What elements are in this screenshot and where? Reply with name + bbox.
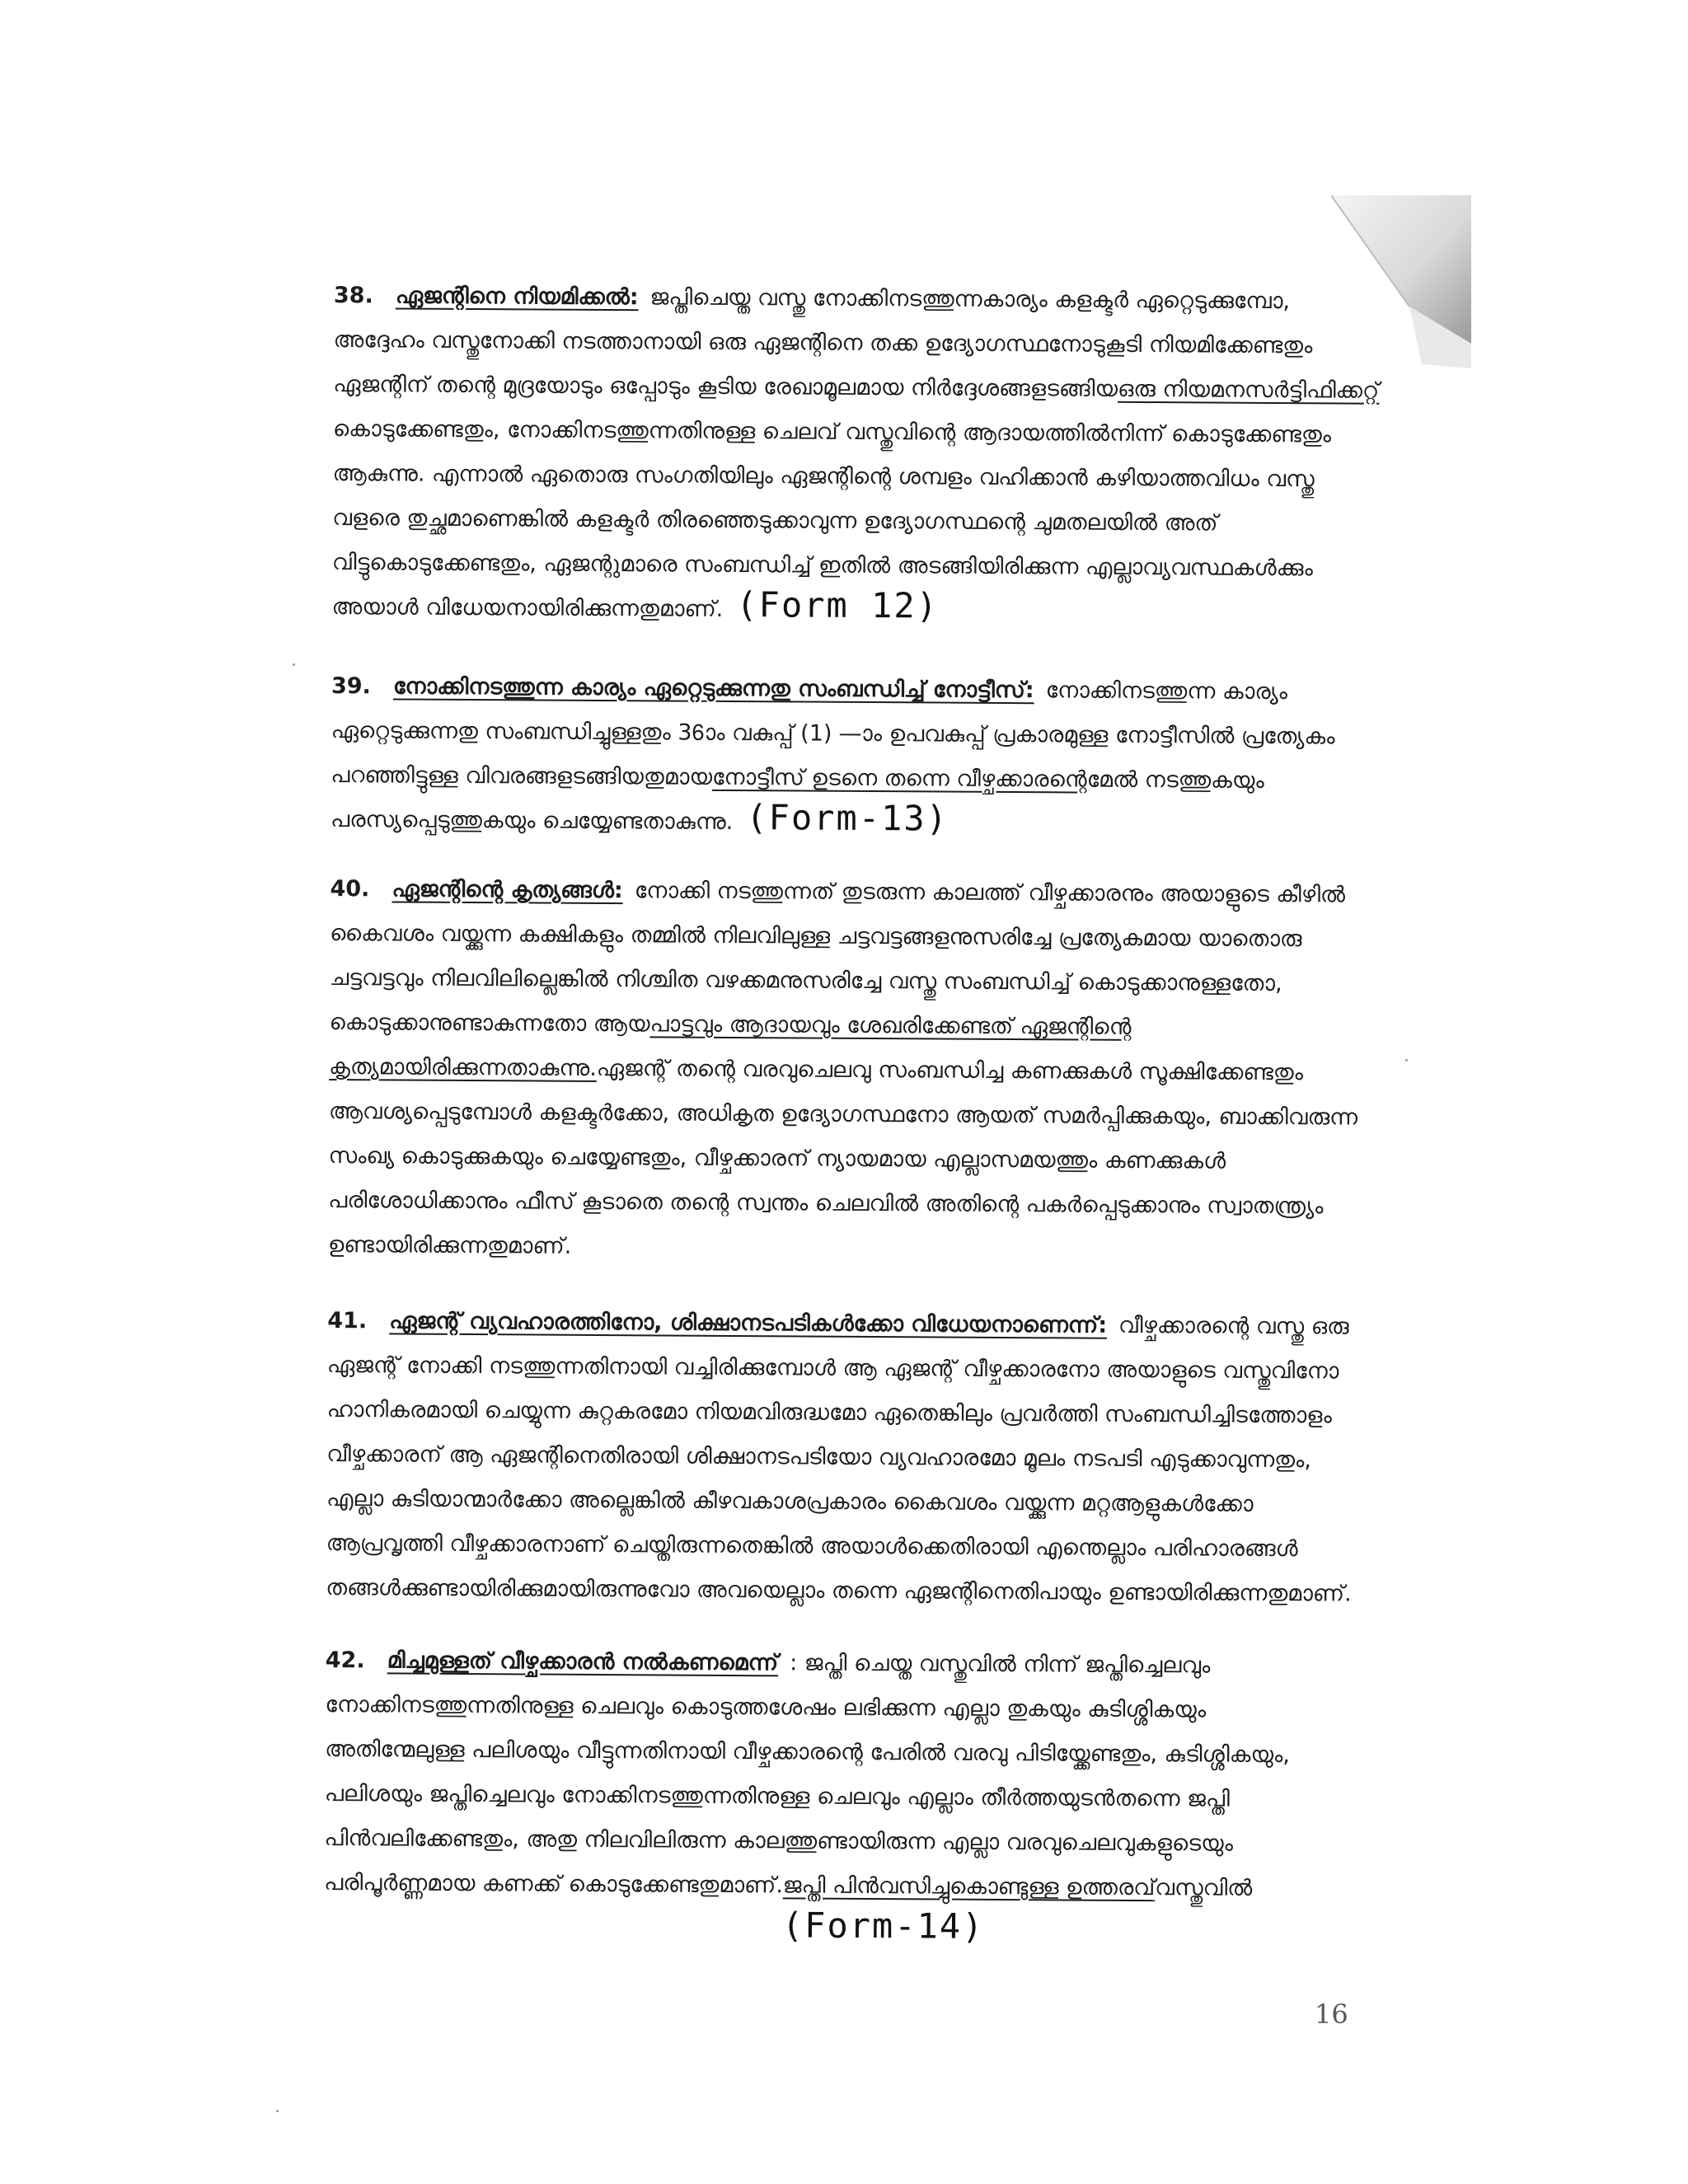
text-line: ഏജന്റ് നോക്കി നടത്തുന്നതിനായി വച്ചിരിക്കുമ്പോൾ ആ ഏജന്റ് വീഴ്ചക്കാരനോ അയാളുടെ വസ്തുവിനോ <box>326 1352 1339 1385</box>
text-line: നോക്കി നടത്തുന്നത് തുടരുന്ന കാലത്ത് വീഴ്ചക്കാരനും അയാളുടെ കീഴിൽ <box>634 878 1346 908</box>
text-line: ഉണ്ടായിരിക്കുന്നതുമാണ്. <box>327 1231 572 1259</box>
section-41 <box>326 1307 1399 1628</box>
text-line: കൊടുക്കേണ്ടതും, നോക്കിനടത്തുന്നതിനുള്ള ചെലവ് വസ്തുവിന്റെ ആദായത്തിൽനിന്ന് കൊടുക്കേണ്ടതും <box>332 415 1332 448</box>
text-line: പലിശയും ജപ്തിച്ചെലവും നോക്കിനടത്തുന്നതിനുള്ള ചെലവും എല്ലാം തീർത്തയുടൻതന്നെ ജപ്തി <box>324 1780 1230 1812</box>
text-line: ആപ്രവൃത്തി വീഴ്ചക്കാരനാണ് ചെയ്തിരുന്നതെങ്കിൽ അയാൾക്കെതിരായി എന്തെല്ലാം പരിഹാരങ്ങൾ <box>326 1530 1298 1563</box>
section-40 <box>327 875 1402 1285</box>
document-body <box>324 284 1405 1972</box>
section-number: 40. <box>330 875 370 902</box>
text-line: വീഴ്ചക്കാരന്റെ വസ്തു ഒരു <box>1118 1312 1349 1340</box>
text-line: പരിപൂർണ്ണമായ കണക്ക് കൊടുക്കേണ്ടതുമാണ്. <box>324 1869 783 1899</box>
text-line: ഏറ്റെടുക്കുന്നതു സംബന്ധിച്ചുള്ളതും 36ാം വകുപ്പ് (1) —ാം ഉപവകുപ്പ് പ്രകാരമുള്ള നോട്ടീസിൽ പ്രത്യേകം <box>331 717 1335 750</box>
section-42 <box>324 1649 1397 1972</box>
text-line: അദ്ദേഹം വസ്തുനോക്കി നടത്താനായി ഒരു ഏജന്റിനെ തക്ക ഉദ്യോഗസ്ഥനോടുകൂടി നിയമിക്കേണ്ടതും <box>333 326 1313 359</box>
handwritten-note: (Form 12) <box>736 583 940 626</box>
text-line: വളരെ തുച്ഛമാണെങ്കിൽ കളക്ടർ തിരഞ്ഞെടുക്കാവുന്ന ഉദ്യോഗസ്ഥന്റെ ചുമതലയിൽ അത് <box>332 504 1218 537</box>
text-line: പരസ്യപ്പെടുത്തുകയും ചെയ്യേണ്ടതാകുന്നു. <box>330 806 734 835</box>
text-line: വീഴ്ചക്കാരന് ആ ഏജന്റിനെതിരായി ശിക്ഷാനടപടിയോ വ്യവഹാരമോ മൂലം നടപടി എടുക്കാവുന്നതും, <box>326 1441 1312 1474</box>
text-line: അതിന്മേലുള്ള പലിശയും വീട്ടുന്നതിനായി വീഴ്ചക്കാരന്റെ പേരിൽ വരവു പിടിയ്ക്കേണ്ടതും, കുടിശ്ശികയും, <box>325 1736 1291 1769</box>
section-heading: മിച്ചമുള്ളത് വീഴ്ചക്കാരൻ നൽകണമെന്ന് <box>387 1647 779 1676</box>
section-39 <box>331 675 1403 860</box>
underlined-phrase: നോട്ടീസ് ഉടനെ തന്നെ വീഴ്ചക്കാരന്റെ <box>711 764 1087 793</box>
text-line: തങ്ങൾക്കുണ്ടായിരിക്കുമായിരുന്നുവോ അവയെല്ലാം തന്നെ ഏജന്റിനെതിപായും ഉണ്ടായിരിക്കുന്നതുമാണ്. <box>326 1574 1352 1607</box>
section-heading: നോക്കിനടത്തുന്ന കാര്യം ഏറ്റെടുക്കുന്നതു സംബന്ധിച്ച് നോട്ടീസ്: <box>392 673 1034 704</box>
text-line: പരിശോധിക്കാനും ഫീസ് കൂടാതെ തന്റെ സ്വന്തം ചെലവിൽ അതിന്റെ പകർപ്പെടുക്കാനും സ്വാതന്ത്ര്യം <box>328 1187 1324 1220</box>
section-number: 41. <box>327 1307 368 1334</box>
underlined-phrase: പാട്ടവും ആദായവും ശേഖരിക്കേണ്ടത് ഏജന്റിന്റെ <box>649 1011 1132 1040</box>
text-line: പിൻവലിക്കേണ്ടതും, അതു നിലവിലിരുന്ന കാലത്തുണ്ടായിരുന്ന എല്ലാ വരവുചെലവുകളുടെയും <box>324 1825 1234 1857</box>
page-number: 16 <box>1315 1999 1348 2030</box>
text-line: : ജപ്തി ചെയ്ത വസ്തുവിൽ നിന്ന് ജപ്തിച്ചെലവും <box>790 1650 1211 1679</box>
text-line: നോക്കിനടത്തുന്ന കാര്യം <box>1045 677 1288 705</box>
section-number: 42. <box>325 1647 365 1674</box>
text-line: ഏജന്റ് തന്റെ വരവുചെലവു സംബന്ധിച്ച കണക്കുകൾ സൂക്ഷിക്കേണ്ടതും <box>596 1055 1304 1086</box>
text-line: വിട്ടുകൊടുക്കേണ്ടതും, ഏജന്റുമാരെ സംബന്ധിച്ച് ഇതിൽ അടങ്ങിയിരിക്കുന്ന എല്ലാവ്യവസ്ഥകൾക്കും <box>331 549 1313 582</box>
section-number: 38. <box>333 283 373 309</box>
text-line: കൈവശം വയ്ക്കുന്ന കക്ഷികളും തമ്മിൽ നിലവിലുള്ള ചട്ടവട്ടങ്ങളനുസരിച്ചേ പ്രത്യേകമായ യാതൊരു <box>330 920 1302 953</box>
underlined-phrase: ഒരു നിയമനസർട്ടിഫിക്കറ്റ് <box>1117 376 1380 404</box>
section-38 <box>331 284 1405 647</box>
text-line: വസ്തുവിൽ <box>1155 1875 1253 1901</box>
text-line: ആകുന്നു. എന്നാൽ ഏതൊരു സംഗതിയിലും ഏജന്റിന്റെ ശമ്പളം വഹിക്കാൻ കഴിയാത്തവിധം വസ്തു <box>332 460 1315 493</box>
text-line: സംഖ്യ കൊടുക്കുകയും ചെയ്യേണ്ടതും, വീഴ്ചക്കാരന് ന്യായമായ എല്ലാസമയത്തും കണക്കുകൾ <box>328 1142 1226 1174</box>
text-line: കൊടുക്കാനുണ്ടാകുന്നതോ ആയ <box>329 1009 650 1038</box>
underlined-phrase: ജപ്തി പിൻവസിച്ചുകൊണ്ടുള്ള ഉത്തരവ് <box>782 1872 1156 1901</box>
section-number: 39. <box>331 673 371 700</box>
text-line: ആവശ്യപ്പെടുമ്പോൾ കളക്ടർക്കോ, അധികൃത ഉദ്യോഗസ്ഥനോ ആയത് സമർപ്പിക്കുകയും, ബാക്കിവരുന്ന <box>328 1098 1358 1131</box>
text-line: ജപ്തിചെയ്ത വസ്തു നോക്കിനടത്തുന്നകാര്യം കളക്ടർ ഏറ്റെടുക്കുമ്പോ, <box>649 284 1291 315</box>
section-heading: ഏജന്റിന്റെ കൃത്യങ്ങൾ: <box>392 876 623 904</box>
text-line: ഏജന്റിന് തന്റെ മുദ്രയോടും ഒപ്പോടും കൂടിയ രേഖാമൂലമായ നിർദ്ദേശങ്ങളടങ്ങിയ <box>333 371 1118 402</box>
handwritten-note: (Form-14) <box>781 1905 985 1947</box>
section-heading: ഏജന്റിനെ നിയമിക്കൽ: <box>395 283 639 311</box>
text-line: മേൽ നടത്തുകയും <box>1086 766 1264 794</box>
text-line: ഹാനികരമായി ചെയ്യുന്ന കുറ്റകരമോ നിയമവിരുദ്ധമോ ഏതെങ്കിലും പ്രവർത്തി സംബന്ധിച്ചിടത്തോളം <box>326 1396 1332 1429</box>
handwritten-note: (Form-13) <box>746 797 950 839</box>
section-heading: ഏജന്റ് വ്യവഹാരത്തിനോ, ശിക്ഷാനടപടികൾക്കോ വിധേയനാണെന്ന്: <box>389 1308 1108 1338</box>
underlined-phrase: കൃത്യമായിരിക്കുന്നതാകുന്നു. <box>329 1053 597 1081</box>
text-line: പറഞ്ഞിട്ടുള്ള വിവരങ്ങളടങ്ങിയതുമായ <box>331 762 713 790</box>
text-line: എല്ലാ കുടിയാന്മാർക്കോ അല്ലെങ്കിൽ കീഴവകാശപ്രകാരം കൈവശം വയ്ക്കുന്ന മറ്റആളുകൾക്കോ <box>326 1485 1254 1517</box>
text-line: ചട്ടവട്ടവും നിലവിലില്ലെങ്കിൽ നിശ്ചിത വഴക്കമനുസരിച്ചേ വസ്തു സംബന്ധിച്ച് കൊടുക്കാനുള്ളതോ, <box>329 964 1282 997</box>
text-line: അയാൾ വിധേയനായിരിക്കുന്നതുമാണ്. <box>331 593 724 622</box>
text-line: നോക്കിനടത്തുന്നതിനുള്ള ചെലവും കൊടുത്തശേഷം ലഭിക്കുന്ന എല്ലാ തുകയും കുടിശ്ശികയും <box>325 1691 1207 1723</box>
